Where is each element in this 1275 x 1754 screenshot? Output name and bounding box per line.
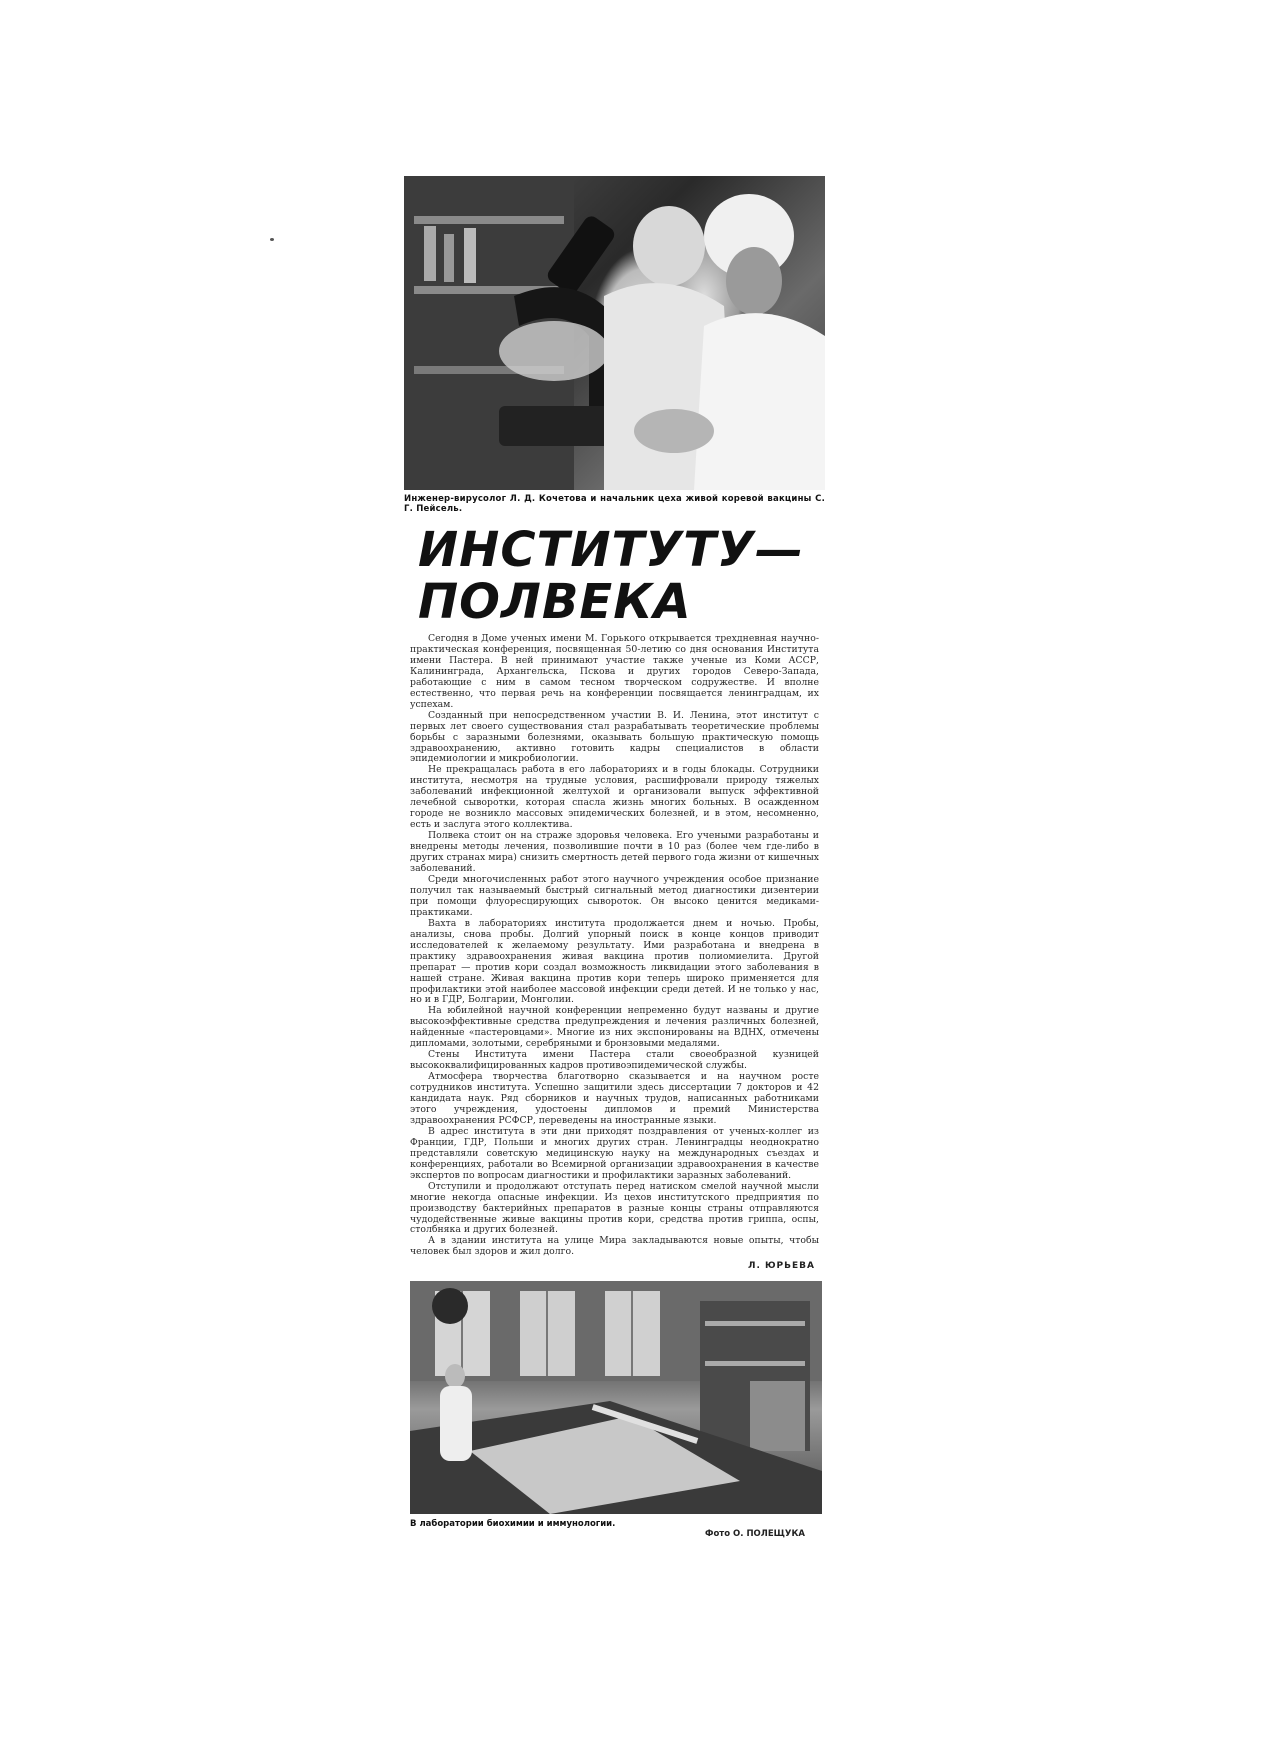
headline bbox=[418, 524, 825, 628]
photo-credit: Фото О. ПОЛЕЩУКА bbox=[705, 1529, 805, 1540]
headline-line-1: ИНСТИТУТУ— bbox=[418, 522, 804, 578]
paragraph: Вахта в лабораториях института продолжается днем и ночью. Пробы, анализы, снова пробы. Долгий упорный поиск в конце концов приводит исследователей к желаемому результату. Ими разработана и внедрена в практику здравоохранения живая вакцина против полиомиелита. Другой препарат — против кори создал возможность ликвидации этого заболевания в нашей стране. Живая вакцина против кори теперь широко применяется для профилактики этой наиболее массовой инфекции среди детей. И не только у нас, но и в ГДР, Болгарии, Монголии. bbox=[410, 917, 819, 1006]
photo-bottom bbox=[410, 1281, 822, 1514]
paragraph: В адрес института в эти дни приходят поздравления от ученых-коллег из Франции, ГДР, Польши и многих других стран. Ленинградцы неоднократно представляли советскую медицинскую науку на международных съездах и конференциях, работали во Всемирной организации здравоохранения в качестве экспертов по вопросам диагностики и профилактики заразных заболеваний. bbox=[410, 1125, 819, 1181]
paragraph: На юбилейной научной конференции непременно будут названы и другие высокоэффективные средства предупреждения и лечения различных болезней, найденные «пастеровцами». Многие из них экспонированы на ВДНХ, отмечены дипломами, золотыми, серебряными и бронзовыми медалями. bbox=[410, 1005, 819, 1050]
paragraph: Стены Института имени Пастера стали своеобразной кузницей высококвалифицированных кадров противоэпидемической службы. bbox=[410, 1049, 819, 1072]
headline-line-2: ПОЛВЕКА bbox=[418, 574, 692, 630]
article-body bbox=[410, 634, 819, 1258]
paragraph: Сегодня в Доме ученых имени М. Горького открывается трехдневная научно-практическая конференция, посвященная 50-летию со дня основания Института имени Пастера. В ней принимают участие также ученые из Коми АССР, Калининграда, Архангельска, Пскова и других городов Северо-Запада, работающие с ним в самом тесном творческом содружестве. И вполне естественно, что первая речь на конференции посвящается ленинградцам, их успехам. bbox=[410, 633, 819, 710]
photo-top-caption: Инженер-вирусолог Л. Д. Кочетова и начальник цеха живой коревой вакцины С. Г. Пейсель. bbox=[404, 494, 825, 514]
paragraph: Полвека стоит он на страже здоровья человека. Его учеными разработаны и внедрены методы лечения, позволившие почти в 10 раз (более чем где-либо в других странах мира) снизить смертность детей первого года жизни от кишечных заболеваний. bbox=[410, 830, 819, 875]
paragraph: А в здании института на улице Мира закладываются новые опыты, чтобы человек был здоров и жил долго. bbox=[410, 1235, 819, 1258]
paragraph: Не прекращалась работа в его лабораториях и в годы блокады. Сотрудники института, несмотря на трудные условия, расшифровали природу тяжелых заболеваний инфекционной желтухой и организовали выпуск эффективной лечебной сыворотки, которая спасла жизнь многих больных. В осажденном городе не возникло массовых эпидемических болезней, и в этом, несомненно, есть и заслуга этого коллектива. bbox=[410, 764, 819, 831]
paragraph: Отступили и продолжают отступать перед натиском смелой научной мысли многие некогда опасные инфекции. Из цехов институтского предприятия по производству бактерийных препаратов в разные концы страны отправляются чудодейственные живые вакцины против кори, средства против гриппа, оспы, столбняка и других болезней. bbox=[410, 1180, 819, 1236]
paragraph: Среди многочисленных работ этого научного учреждения особое признание получил так называемый быстрый сигнальный метод диагностики дизентерии при помощи флуоресцирующих сывороток. Он высоко ценится медиками-практиками. bbox=[410, 873, 819, 918]
photo-top bbox=[404, 176, 825, 490]
paper-speck bbox=[270, 238, 274, 241]
paragraph: Атмосфера творчества благотворно сказывается и на научном росте сотрудников института. Успешно защитили здесь диссертации 7 докторов и 42 кандидата наук. Ряд сборников и научных трудов, написанных работниками этого учреждения, удостоены дипломов и премий Министерства здравоохранения РСФСР, переведены на иностранные языки. bbox=[410, 1071, 819, 1126]
photo-bottom-caption: В лаборатории биохимии и иммунологии. bbox=[410, 1519, 616, 1530]
newspaper-clipping bbox=[404, 176, 825, 1539]
paragraph: Созданный при непосредственном участии В. И. Ленина, этот институт с первых лет своего существования стал разрабатывать теоретические проблемы борьбы с заразными болезнями, оказывать большую практическую помощь здравоохранению, активно готовить кадры специалистов в области эпидемиологии и микробиологии. bbox=[410, 709, 819, 765]
author-byline: Л. ЮРЬЕВА bbox=[747, 1261, 815, 1272]
